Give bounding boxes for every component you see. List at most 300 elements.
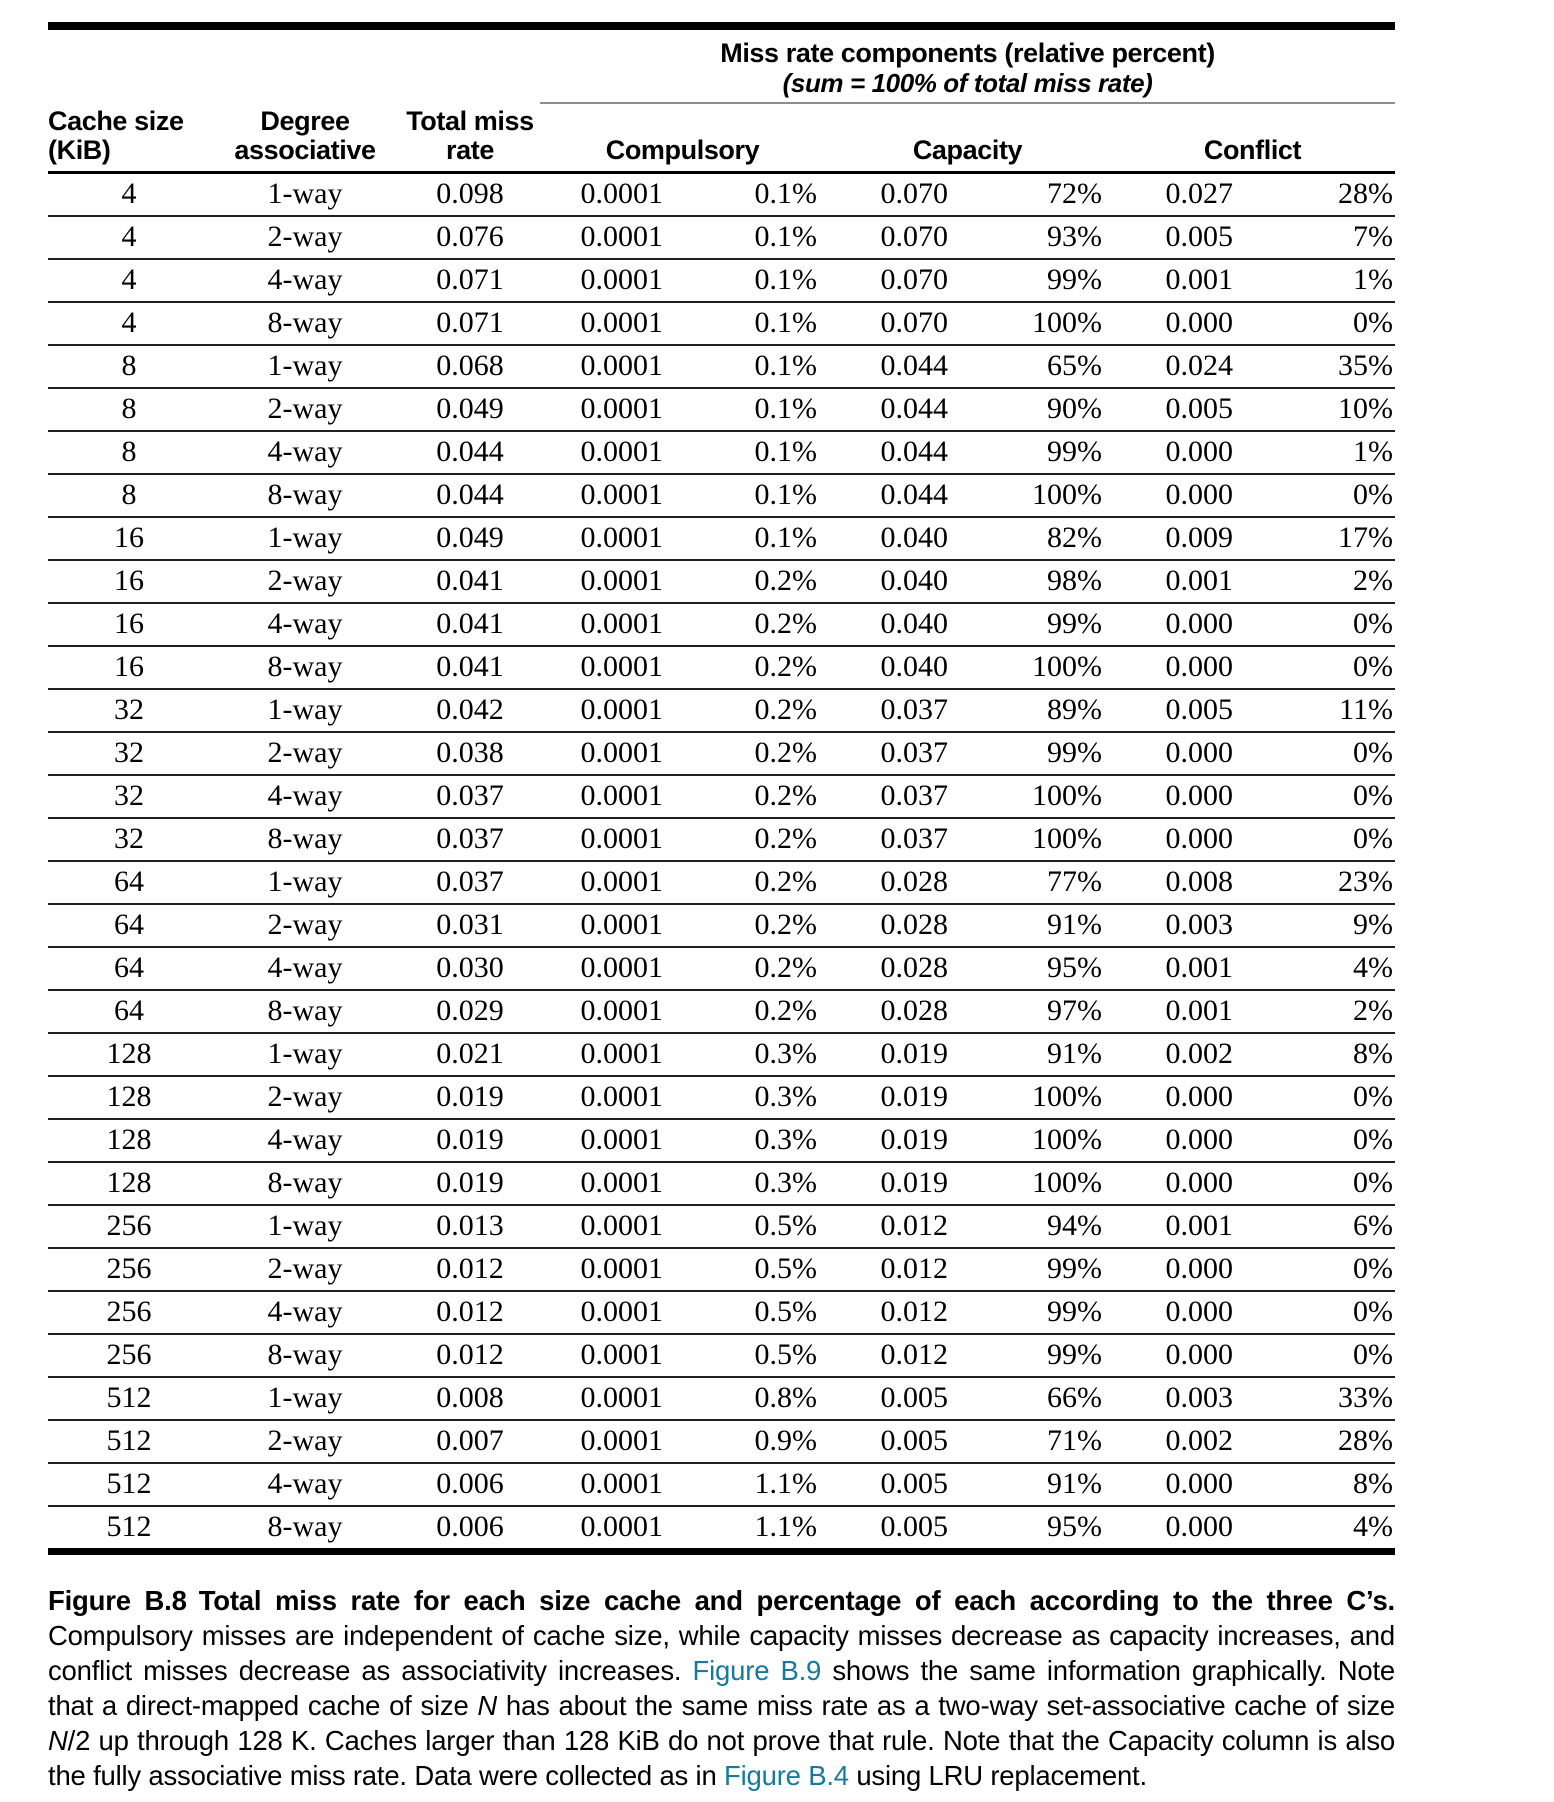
cell-conflict-percent: 1% [1353, 435, 1394, 468]
cell-conflict-value: 0.005 [1165, 220, 1233, 253]
cell-degree-associative: 2-way [267, 564, 343, 597]
cell-compulsory-percent: 0.5% [754, 1338, 817, 1371]
table-row [48, 345, 1395, 388]
table-row [48, 732, 1395, 775]
cell-degree-associative: 4-way [267, 951, 343, 984]
col-header-total-miss-rate [400, 103, 540, 173]
cell-capacity-value: 0.040 [880, 564, 948, 597]
cell-capacity-percent: 100% [1032, 478, 1102, 511]
table-row [48, 1248, 1395, 1291]
col-header-degree-line1: Degree [260, 106, 350, 136]
cell-total-miss-rate: 0.012 [436, 1338, 504, 1371]
cell-compulsory-value: 0.0001 [580, 306, 663, 339]
cell-capacity-value: 0.070 [880, 177, 948, 210]
cell-degree-associative: 1-way [267, 521, 343, 554]
cell-capacity-percent: 98% [1047, 564, 1102, 597]
cell-total-miss-rate: 0.021 [436, 1037, 504, 1070]
table-row [48, 947, 1395, 990]
cell-compulsory-percent: 0.2% [754, 779, 817, 812]
cell-cache-size: 64 [114, 951, 144, 984]
table-row [48, 560, 1395, 603]
cell-conflict-value: 0.002 [1165, 1037, 1233, 1070]
cell-conflict-value: 0.000 [1165, 1123, 1233, 1156]
cell-capacity-percent: 91% [1047, 908, 1102, 941]
cell-total-miss-rate: 0.031 [436, 908, 504, 941]
link-figure-b4[interactable]: Figure B.4 [724, 1760, 849, 1791]
cell-compulsory-value: 0.0001 [580, 1381, 663, 1414]
cell-capacity-value: 0.070 [880, 263, 948, 296]
cell-conflict-percent: 0% [1353, 1166, 1394, 1199]
cell-conflict-value: 0.001 [1165, 564, 1233, 597]
cell-compulsory-percent: 1.1% [754, 1510, 817, 1543]
table-row [48, 173, 1395, 217]
table-row [48, 1205, 1395, 1248]
cell-total-miss-rate: 0.071 [436, 263, 504, 296]
cell-cache-size: 64 [114, 865, 144, 898]
col-header-degree-associative [210, 103, 400, 173]
cell-conflict-percent: 2% [1353, 994, 1394, 1027]
cell-degree-associative: 1-way [267, 1037, 343, 1070]
cell-capacity-value: 0.040 [880, 650, 948, 683]
cell-conflict-value: 0.000 [1165, 1295, 1233, 1328]
cell-capacity-value: 0.012 [880, 1252, 948, 1285]
group-header-line2: (sum = 100% of total miss rate) [782, 68, 1153, 98]
link-figure-b9[interactable]: Figure B.9 [692, 1655, 822, 1686]
cell-compulsory-percent: 0.3% [754, 1123, 817, 1156]
cell-degree-associative: 2-way [267, 1080, 343, 1113]
cell-capacity-value: 0.019 [880, 1123, 948, 1156]
cell-compulsory-value: 0.0001 [580, 1037, 663, 1070]
cell-degree-associative: 8-way [267, 822, 343, 855]
cell-degree-associative: 2-way [267, 908, 343, 941]
table-row [48, 431, 1395, 474]
cell-cache-size: 8 [121, 435, 137, 468]
cell-capacity-percent: 99% [1047, 1338, 1102, 1371]
cell-compulsory-value: 0.0001 [580, 908, 663, 941]
cell-total-miss-rate: 0.049 [436, 521, 504, 554]
cell-conflict-value: 0.000 [1165, 435, 1233, 468]
cell-conflict-value: 0.001 [1165, 263, 1233, 296]
cell-compulsory-percent: 0.5% [754, 1252, 817, 1285]
cell-conflict-value: 0.000 [1165, 1080, 1233, 1113]
cell-capacity-percent: 99% [1047, 1295, 1102, 1328]
figure-caption [48, 1583, 1395, 1793]
cell-cache-size: 512 [106, 1381, 152, 1414]
cell-total-miss-rate: 0.041 [436, 607, 504, 640]
cell-conflict-percent: 7% [1353, 220, 1394, 253]
cell-conflict-percent: 0% [1353, 1080, 1394, 1113]
cell-degree-associative: 8-way [267, 1510, 343, 1543]
cell-capacity-percent: 95% [1047, 951, 1102, 984]
cell-conflict-value: 0.000 [1165, 779, 1233, 812]
cell-capacity-value: 0.044 [880, 349, 948, 382]
cell-compulsory-value: 0.0001 [580, 607, 663, 640]
cell-cache-size: 128 [106, 1080, 152, 1113]
cell-capacity-percent: 100% [1032, 1080, 1102, 1113]
col-header-conflict: Conflict [1110, 103, 1395, 173]
cell-degree-associative: 4-way [267, 1295, 343, 1328]
cell-conflict-value: 0.000 [1165, 1338, 1233, 1371]
table-row [48, 1377, 1395, 1420]
cell-degree-associative: 2-way [267, 220, 343, 253]
cell-cache-size: 512 [106, 1467, 152, 1500]
cell-degree-associative: 8-way [267, 994, 343, 1027]
cell-degree-associative: 8-way [267, 478, 343, 511]
cell-total-miss-rate: 0.042 [436, 693, 504, 726]
cell-capacity-percent: 100% [1032, 650, 1102, 683]
col-header-degree-line2: associative [234, 135, 376, 165]
cell-compulsory-value: 0.0001 [580, 822, 663, 855]
cell-cache-size: 32 [114, 693, 144, 726]
cell-conflict-value: 0.005 [1165, 693, 1233, 726]
cell-compulsory-percent: 0.8% [754, 1381, 817, 1414]
cell-capacity-percent: 94% [1047, 1209, 1102, 1242]
cell-compulsory-value: 0.0001 [580, 1510, 663, 1543]
cell-degree-associative: 4-way [267, 263, 343, 296]
cell-total-miss-rate: 0.041 [436, 564, 504, 597]
cell-total-miss-rate: 0.029 [436, 994, 504, 1027]
cell-capacity-value: 0.040 [880, 607, 948, 640]
table-row [48, 861, 1395, 904]
cell-cache-size: 16 [114, 564, 144, 597]
cell-capacity-percent: 89% [1047, 693, 1102, 726]
cell-cache-size: 4 [121, 177, 137, 210]
cell-conflict-value: 0.002 [1165, 1424, 1233, 1457]
table-row [48, 1119, 1395, 1162]
cell-total-miss-rate: 0.008 [436, 1381, 504, 1414]
caption-text-5: using LRU replacement. [848, 1760, 1147, 1791]
cell-compulsory-value: 0.0001 [580, 865, 663, 898]
group-header-miss-rate-components [540, 26, 1395, 103]
cell-degree-associative: 8-way [267, 306, 343, 339]
cell-conflict-percent: 8% [1353, 1037, 1394, 1070]
table-row [48, 1506, 1395, 1552]
cell-cache-size: 32 [114, 822, 144, 855]
cell-compulsory-percent: 0.2% [754, 908, 817, 941]
cell-total-miss-rate: 0.019 [436, 1080, 504, 1113]
cell-total-miss-rate: 0.037 [436, 865, 504, 898]
cell-total-miss-rate: 0.071 [436, 306, 504, 339]
cell-conflict-value: 0.001 [1165, 1209, 1233, 1242]
cell-total-miss-rate: 0.044 [436, 478, 504, 511]
cell-capacity-value: 0.012 [880, 1295, 948, 1328]
cell-capacity-value: 0.037 [880, 736, 948, 769]
caption-title: Total miss rate for each size cache and percentage of each according to the three C’s. [198, 1585, 1395, 1616]
cell-compulsory-percent: 0.2% [754, 650, 817, 683]
col-header-cache-size: Cache size (KiB) [48, 103, 210, 173]
group-header-spacer [48, 26, 540, 103]
cell-compulsory-value: 0.0001 [580, 1252, 663, 1285]
cell-conflict-value: 0.000 [1165, 306, 1233, 339]
col-header-compulsory: Compulsory [540, 103, 825, 173]
cell-conflict-value: 0.008 [1165, 865, 1233, 898]
cell-compulsory-percent: 0.2% [754, 822, 817, 855]
col-header-total-line1: Total miss [406, 106, 534, 136]
cell-compulsory-value: 0.0001 [580, 736, 663, 769]
cell-compulsory-value: 0.0001 [580, 951, 663, 984]
cell-compulsory-value: 0.0001 [580, 478, 663, 511]
cell-cache-size: 256 [106, 1209, 152, 1242]
cell-capacity-value: 0.037 [880, 693, 948, 726]
cell-total-miss-rate: 0.037 [436, 779, 504, 812]
cell-degree-associative: 4-way [267, 1467, 343, 1500]
cell-compulsory-percent: 0.1% [754, 349, 817, 382]
cell-cache-size: 16 [114, 607, 144, 640]
cell-cache-size: 8 [121, 349, 137, 382]
cell-capacity-percent: 82% [1047, 521, 1102, 554]
cell-conflict-value: 0.000 [1165, 1467, 1233, 1500]
cell-conflict-value: 0.000 [1165, 736, 1233, 769]
cell-cache-size: 32 [114, 736, 144, 769]
cell-conflict-percent: 0% [1353, 306, 1394, 339]
cell-conflict-value: 0.027 [1165, 177, 1233, 210]
cell-conflict-percent: 2% [1353, 564, 1394, 597]
cell-compulsory-percent: 0.9% [754, 1424, 817, 1457]
table-row [48, 1162, 1395, 1205]
cell-degree-associative: 2-way [267, 1252, 343, 1285]
cell-capacity-value: 0.070 [880, 220, 948, 253]
cell-degree-associative: 4-way [267, 607, 343, 640]
cell-conflict-percent: 0% [1353, 607, 1394, 640]
cell-conflict-value: 0.000 [1165, 1166, 1233, 1199]
col-header-capacity: Capacity [825, 103, 1110, 173]
cell-conflict-percent: 28% [1338, 1424, 1394, 1457]
cell-total-miss-rate: 0.098 [436, 177, 504, 210]
table-row [48, 646, 1395, 689]
cell-conflict-value: 0.000 [1165, 1510, 1233, 1543]
cell-capacity-value: 0.028 [880, 994, 948, 1027]
cell-degree-associative: 2-way [267, 736, 343, 769]
cell-degree-associative: 1-way [267, 349, 343, 382]
cell-capacity-percent: 93% [1047, 220, 1102, 253]
cell-degree-associative: 4-way [267, 1123, 343, 1156]
cell-compulsory-percent: 0.2% [754, 564, 817, 597]
cell-total-miss-rate: 0.037 [436, 822, 504, 855]
cell-conflict-value: 0.000 [1165, 607, 1233, 640]
cell-compulsory-value: 0.0001 [580, 650, 663, 683]
caption-text-3: has about the same miss rate as a two-way set-associative cache of size [497, 1690, 1395, 1721]
cell-compulsory-percent: 0.2% [754, 994, 817, 1027]
cell-capacity-percent: 100% [1032, 779, 1102, 812]
cell-cache-size: 128 [106, 1123, 152, 1156]
cell-cache-size: 128 [106, 1166, 152, 1199]
cell-total-miss-rate: 0.030 [436, 951, 504, 984]
table-row [48, 689, 1395, 732]
cell-capacity-percent: 65% [1047, 349, 1102, 382]
cell-conflict-value: 0.003 [1165, 908, 1233, 941]
cell-capacity-percent: 99% [1047, 736, 1102, 769]
table-row [48, 216, 1395, 259]
cell-conflict-percent: 17% [1338, 521, 1394, 554]
cell-capacity-value: 0.037 [880, 822, 948, 855]
cell-cache-size: 16 [114, 521, 144, 554]
cell-degree-associative: 2-way [267, 1424, 343, 1457]
table-body [48, 173, 1395, 1552]
cell-capacity-percent: 99% [1047, 435, 1102, 468]
table-row [48, 1463, 1395, 1506]
cell-degree-associative: 4-way [267, 435, 343, 468]
cell-compulsory-percent: 0.1% [754, 478, 817, 511]
caption-italic-n1: N [477, 1690, 498, 1721]
cell-cache-size: 128 [106, 1037, 152, 1070]
cell-conflict-percent: 23% [1338, 865, 1394, 898]
cell-capacity-percent: 71% [1047, 1424, 1102, 1457]
cell-capacity-value: 0.019 [880, 1037, 948, 1070]
cell-capacity-value: 0.019 [880, 1080, 948, 1113]
cell-conflict-value: 0.000 [1165, 822, 1233, 855]
cell-conflict-value: 0.005 [1165, 392, 1233, 425]
cell-conflict-percent: 6% [1353, 1209, 1394, 1242]
cell-conflict-value: 0.000 [1165, 1252, 1233, 1285]
cell-compulsory-percent: 0.1% [754, 220, 817, 253]
table-row [48, 1334, 1395, 1377]
table-row [48, 1076, 1395, 1119]
table-row [48, 1291, 1395, 1334]
table-row [48, 302, 1395, 345]
cell-degree-associative: 1-way [267, 1381, 343, 1414]
cell-capacity-value: 0.005 [880, 1510, 948, 1543]
cell-conflict-percent: 0% [1353, 1295, 1394, 1328]
cell-degree-associative: 8-way [267, 650, 343, 683]
cell-compulsory-value: 0.0001 [580, 693, 663, 726]
cell-compulsory-percent: 0.2% [754, 865, 817, 898]
table-row [48, 904, 1395, 947]
cell-compulsory-value: 0.0001 [580, 435, 663, 468]
table-row [48, 1420, 1395, 1463]
cell-cache-size: 4 [121, 263, 137, 296]
cell-capacity-value: 0.044 [880, 435, 948, 468]
cell-compulsory-value: 0.0001 [580, 177, 663, 210]
cell-total-miss-rate: 0.049 [436, 392, 504, 425]
cell-conflict-value: 0.024 [1165, 349, 1233, 382]
cell-cache-size: 512 [106, 1510, 152, 1543]
cell-total-miss-rate: 0.038 [436, 736, 504, 769]
cell-compulsory-percent: 0.3% [754, 1166, 817, 1199]
cell-total-miss-rate: 0.041 [436, 650, 504, 683]
cell-compulsory-value: 0.0001 [580, 1166, 663, 1199]
cell-compulsory-percent: 1.1% [754, 1467, 817, 1500]
cell-total-miss-rate: 0.044 [436, 435, 504, 468]
cell-capacity-percent: 100% [1032, 822, 1102, 855]
cell-total-miss-rate: 0.012 [436, 1295, 504, 1328]
cell-capacity-value: 0.012 [880, 1209, 948, 1242]
caption-text-2: shows the same information graphically. Note that a direct-mapped cache of size [48, 1655, 1395, 1721]
cell-compulsory-percent: 0.1% [754, 392, 817, 425]
cell-total-miss-rate: 0.007 [436, 1424, 504, 1457]
cell-capacity-value: 0.005 [880, 1424, 948, 1457]
cell-total-miss-rate: 0.006 [436, 1467, 504, 1500]
cell-compulsory-percent: 0.1% [754, 177, 817, 210]
cell-compulsory-value: 0.0001 [580, 521, 663, 554]
table-row [48, 603, 1395, 646]
cell-cache-size: 256 [106, 1338, 152, 1371]
cell-total-miss-rate: 0.019 [436, 1166, 504, 1199]
cell-cache-size: 512 [106, 1424, 152, 1457]
cell-compulsory-percent: 0.3% [754, 1037, 817, 1070]
cell-conflict-percent: 0% [1353, 1252, 1394, 1285]
cell-total-miss-rate: 0.076 [436, 220, 504, 253]
cell-conflict-percent: 0% [1353, 650, 1394, 683]
cell-capacity-value: 0.005 [880, 1381, 948, 1414]
cell-degree-associative: 8-way [267, 1166, 343, 1199]
cell-capacity-value: 0.005 [880, 1467, 948, 1500]
cell-conflict-percent: 28% [1338, 177, 1394, 210]
cell-conflict-percent: 0% [1353, 1123, 1394, 1156]
table-row [48, 990, 1395, 1033]
cell-conflict-percent: 0% [1353, 822, 1394, 855]
cell-cache-size: 8 [121, 478, 137, 511]
table-row [48, 1033, 1395, 1076]
cell-compulsory-value: 0.0001 [580, 1209, 663, 1242]
cell-conflict-percent: 1% [1353, 263, 1394, 296]
table-row [48, 517, 1395, 560]
cell-capacity-percent: 91% [1047, 1467, 1102, 1500]
cell-compulsory-value: 0.0001 [580, 349, 663, 382]
cell-compulsory-percent: 0.1% [754, 306, 817, 339]
cell-compulsory-value: 0.0001 [580, 779, 663, 812]
cell-capacity-value: 0.044 [880, 478, 948, 511]
group-header-line1: Miss rate components (relative percent) [720, 38, 1215, 68]
cell-conflict-percent: 10% [1338, 392, 1394, 425]
cell-total-miss-rate: 0.006 [436, 1510, 504, 1543]
cell-conflict-value: 0.009 [1165, 521, 1233, 554]
cell-conflict-percent: 11% [1339, 693, 1394, 726]
cell-compulsory-percent: 0.5% [754, 1209, 817, 1242]
cell-compulsory-percent: 0.1% [754, 435, 817, 468]
cell-compulsory-value: 0.0001 [580, 392, 663, 425]
cell-capacity-percent: 99% [1047, 1252, 1102, 1285]
cell-compulsory-value: 0.0001 [580, 564, 663, 597]
cell-compulsory-value: 0.0001 [580, 1080, 663, 1113]
miss-rate-table [48, 22, 1395, 1555]
cell-compulsory-percent: 0.1% [754, 521, 817, 554]
cell-conflict-value: 0.003 [1165, 1381, 1233, 1414]
cell-conflict-percent: 9% [1353, 908, 1394, 941]
cell-capacity-percent: 91% [1047, 1037, 1102, 1070]
table-row [48, 474, 1395, 517]
cell-capacity-percent: 99% [1047, 263, 1102, 296]
cell-compulsory-value: 0.0001 [580, 1338, 663, 1371]
table-row [48, 259, 1395, 302]
cell-conflict-percent: 0% [1353, 779, 1394, 812]
cell-compulsory-percent: 0.2% [754, 607, 817, 640]
cell-conflict-percent: 35% [1338, 349, 1394, 382]
cell-capacity-percent: 77% [1047, 865, 1102, 898]
cell-capacity-percent: 100% [1032, 306, 1102, 339]
cell-compulsory-percent: 0.1% [754, 263, 817, 296]
cell-degree-associative: 1-way [267, 1209, 343, 1242]
cell-capacity-value: 0.019 [880, 1166, 948, 1199]
cell-capacity-value: 0.028 [880, 865, 948, 898]
cell-conflict-value: 0.001 [1165, 994, 1233, 1027]
cell-capacity-value: 0.037 [880, 779, 948, 812]
cell-compulsory-percent: 0.3% [754, 1080, 817, 1113]
cell-degree-associative: 4-way [267, 779, 343, 812]
cell-capacity-percent: 100% [1032, 1166, 1102, 1199]
cell-conflict-percent: 0% [1353, 736, 1394, 769]
cell-capacity-value: 0.028 [880, 908, 948, 941]
table-row [48, 818, 1395, 861]
cell-cache-size: 4 [121, 306, 137, 339]
cell-conflict-percent: 0% [1353, 1338, 1394, 1371]
cell-compulsory-value: 0.0001 [580, 220, 663, 253]
caption-text-1: Compulsory misses are independent of cache size, while capacity misses decrease as capacity increases, and conflict misses decrease as associativity increases. [48, 1620, 1395, 1686]
cell-degree-associative: 2-way [267, 392, 343, 425]
cell-total-miss-rate: 0.019 [436, 1123, 504, 1156]
cell-compulsory-value: 0.0001 [580, 1424, 663, 1457]
cell-total-miss-rate: 0.012 [436, 1252, 504, 1285]
cell-capacity-percent: 66% [1047, 1381, 1102, 1414]
